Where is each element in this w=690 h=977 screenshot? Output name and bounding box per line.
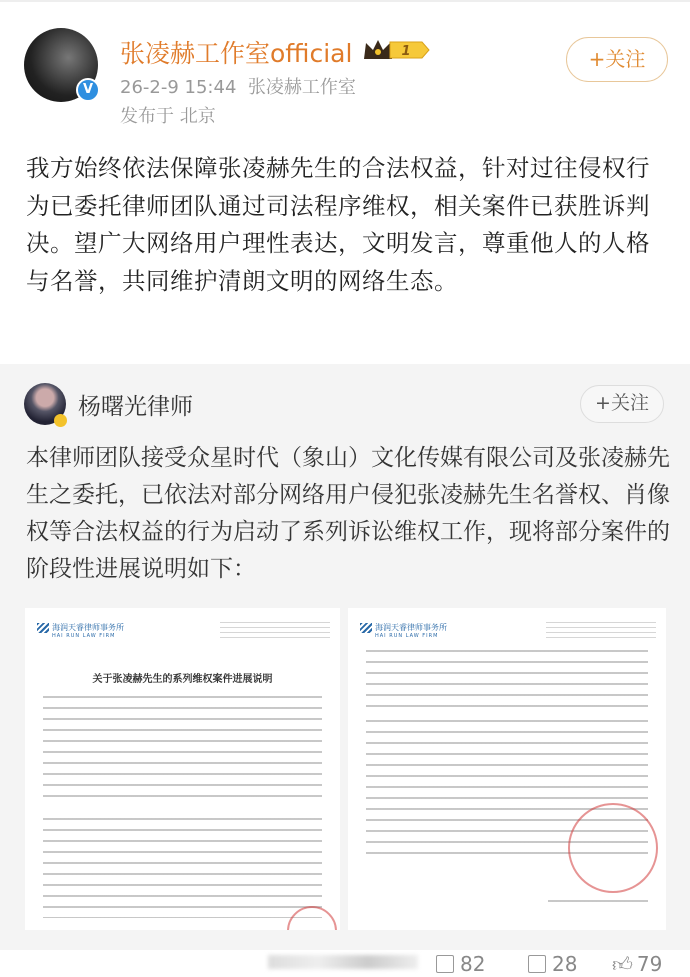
law-firm-logo	[360, 622, 447, 639]
author-name[interactable]: 张凌赫工作室official	[120, 39, 353, 68]
post-source: 张凌赫工作室	[247, 77, 356, 98]
repost-icon	[436, 955, 454, 973]
verified-icon: V	[76, 78, 100, 102]
level-number: 1	[401, 44, 411, 59]
seal-stamp	[568, 803, 658, 893]
document-text-lines	[366, 650, 648, 710]
post-text: 我方始终依法保障张凌赫先生的合法权益，针对过往侵权行为已委托律师团队通过司法程序维权，相关案件已获胜诉判决。望广大网络用户理性表达，文明发言，尊重他人的人格与名誉，共同维护清朗文明的网络生态。	[26, 154, 650, 295]
document-text-lines	[43, 818, 322, 918]
top-divider	[0, 0, 690, 2]
repost-count: 82	[460, 952, 486, 976]
repost-text: 本律师团队接受众星时代（象山）文化传媒有限公司及张凌赫先生之委托，已依法对部分网络用户侵犯张凌赫先生名誉权、肖像权等合法权益的行为启动了系列诉讼维权工作，现将部分案件的阶段性进展说明如下：	[26, 445, 670, 582]
repost-action[interactable]	[436, 952, 486, 976]
like-count: 79	[636, 952, 663, 976]
verified-icon	[54, 414, 67, 427]
repost-follow-button[interactable]: +关注	[580, 385, 664, 423]
crown-level-badge-icon	[362, 37, 432, 63]
firm-name-en: HAI RUN LAW FIRM	[375, 633, 439, 639]
post-time: 26-2-9 15:44	[120, 77, 237, 98]
follow-button[interactable]: +关注	[566, 37, 668, 82]
firm-name-en: HAI RUN LAW FIRM	[52, 633, 116, 639]
law-firm-logo	[37, 622, 124, 639]
comment-count: 28	[552, 952, 578, 976]
firm-name: 海润天睿律师事务所	[52, 623, 124, 632]
like-action[interactable]	[612, 952, 663, 976]
letterhead-address	[546, 622, 656, 640]
post-location: 发布于 北京	[120, 106, 216, 127]
comment-icon	[528, 955, 546, 973]
document-title: 关于张凌赫先生的系列维权案件进展说明	[92, 674, 273, 685]
repost-author-name[interactable]: 杨曙光律师	[78, 394, 193, 420]
document-signature-date	[548, 900, 648, 908]
letterhead-address	[220, 622, 330, 640]
firm-name: 海润天睿律师事务所	[375, 623, 447, 632]
thumbs-up-icon: 👍︎	[612, 952, 633, 976]
blurred-text	[268, 955, 418, 969]
document-image-2[interactable]	[348, 608, 666, 930]
post-meta	[120, 73, 356, 99]
document-text-lines	[43, 696, 322, 806]
comment-action[interactable]	[528, 952, 578, 976]
document-image-1[interactable]	[25, 608, 340, 930]
